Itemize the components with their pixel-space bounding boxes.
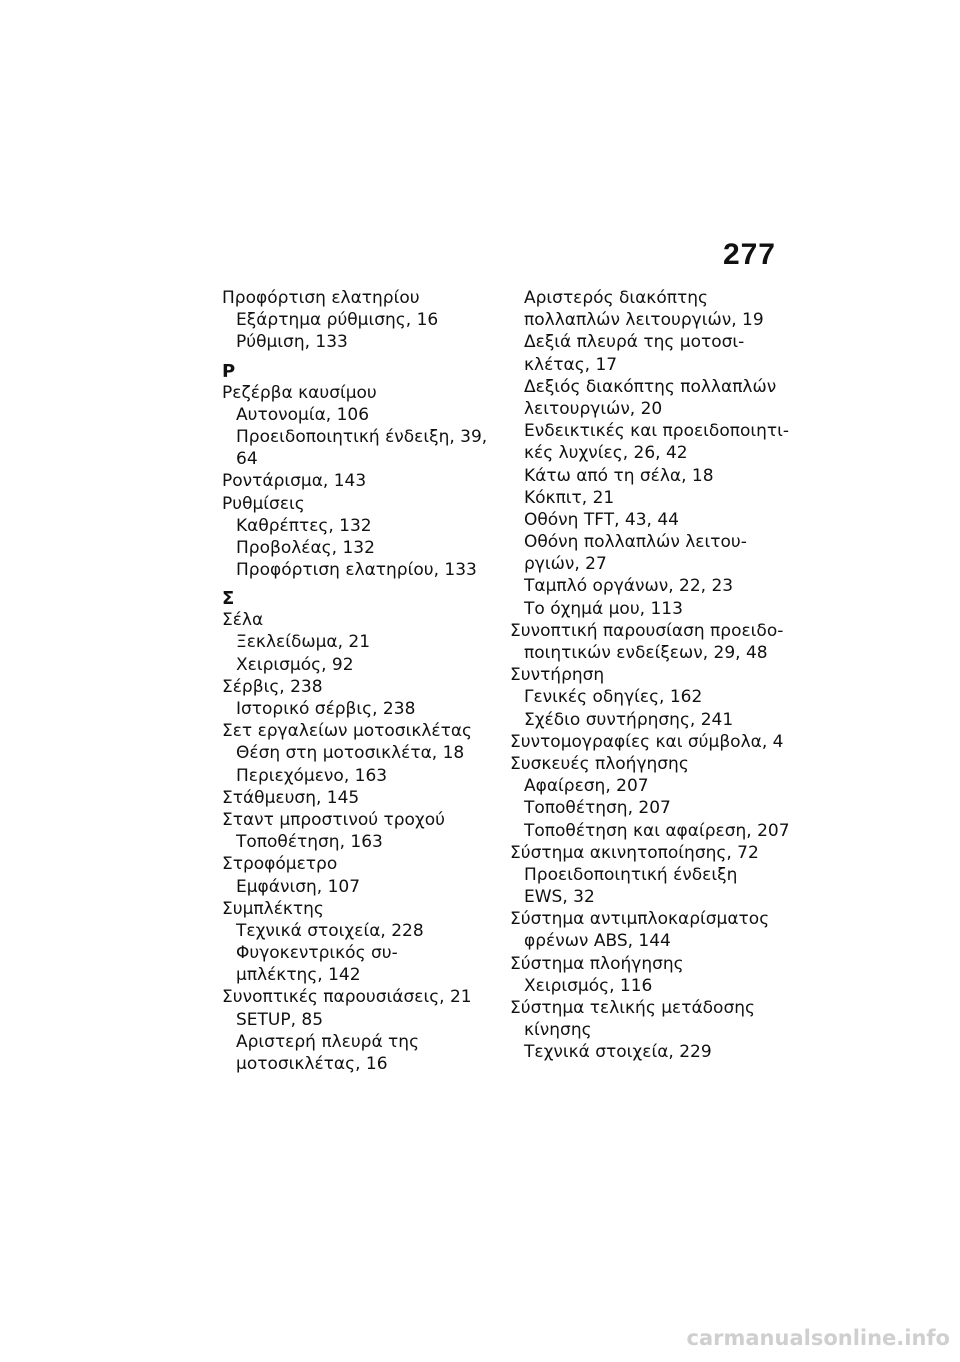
index-subentry: λειτουργιών, 20	[524, 398, 663, 419]
index-subentry: SETUP, 85	[236, 1009, 324, 1030]
index-subentry: Προφόρτιση ελατηρίου, 133	[236, 560, 477, 581]
index-entry: Συντήρηση	[510, 665, 605, 686]
index-subentry: Οθόνη πολλαπλών λειτου-	[524, 532, 747, 553]
index-subentry: Αριστερός διακόπτης	[524, 288, 708, 308]
index-subentry: Σχέδιο συντήρησης, 241	[524, 709, 734, 730]
index-subentry: Ξεκλείδωμα, 21	[236, 632, 371, 653]
index-subentry: ποιητικών ενδείξεων, 29, 48	[524, 643, 768, 663]
index-subentry: Περιεχόμενο, 163	[236, 765, 388, 786]
index-subentry: Τεχνικά στοιχεία, 228	[236, 920, 424, 941]
index-subentry: κίνησης	[524, 1020, 592, 1041]
index-entry: Στροφόμετρο	[222, 854, 338, 875]
index-subentry: Το όχημά μου, 113	[524, 598, 683, 619]
index-subentry: Τεχνικά στοιχεία, 229	[524, 1042, 712, 1063]
index-subentry: Φυγοκεντρικός συ-	[236, 943, 398, 964]
index-subentry: ργιών, 27	[524, 554, 607, 575]
index-subentry: Τοποθέτηση και αφαίρεση, 207	[524, 820, 790, 841]
index-subentry: Αριστερή πλευρά της	[236, 1031, 420, 1052]
index-column-left	[222, 287, 492, 1075]
index-subentry: Κάτω από τη σέλα, 18	[524, 465, 714, 486]
index-subentry: μοτοσικλέτας, 16	[236, 1054, 388, 1074]
index-entry: Ρεζέρβα καυσίμου	[222, 382, 377, 403]
index-subentry: Ενδεικτικές και προειδοποιητι-	[524, 421, 790, 442]
index-subentry: Δεξιά πλευρά της μοτοσι-	[524, 332, 745, 353]
index-entry: Σύστημα αντιμπλοκαρίσματος	[510, 909, 770, 930]
index-subentry: EWS, 32	[524, 887, 595, 908]
index-subentry: πολλαπλών λειτουργιών, 19	[524, 310, 764, 331]
index-subentry: Αφαίρεση, 207	[524, 776, 649, 797]
index-subentry: Προειδοποιητική ένδειξη, 39,	[236, 426, 488, 447]
index-subentry: Δεξιός διακόπτης πολλαπλών	[524, 376, 777, 397]
index-subentry: Προειδοποιητική ένδειξη	[524, 864, 738, 885]
index-subentry: Εμφάνιση, 107	[236, 876, 361, 897]
index-subentry: Εξάρτημα ρύθμισης, 16	[236, 310, 439, 331]
index-subentry: Καθρέπτες, 132	[236, 515, 372, 536]
index-subentry: μπλέκτης, 142	[236, 965, 361, 986]
index-entry: Σέρβις, 238	[222, 676, 323, 697]
page-number: 277	[722, 238, 776, 271]
index-subentry: φρένων ABS, 144	[524, 931, 671, 952]
index-entry: Σύστημα τελικής μετάδοσης	[510, 998, 755, 1018]
index-subentry: Γενικές οδηγίες, 162	[524, 687, 703, 708]
index-entry: Ροντάρισμα, 143	[222, 471, 367, 492]
index-subentry: κλέτας, 17	[524, 354, 618, 375]
index-entry: Στάθμευση, 145	[222, 787, 360, 808]
index-letter-heading: Ρ	[222, 360, 236, 382]
index-subentry: Ιστορικό σέρβις, 238	[236, 699, 416, 719]
index-entry: Ρυθμίσεις	[222, 493, 305, 514]
index-entry: Συσκευές πλοήγησης	[510, 753, 689, 774]
index-subentry: 64	[236, 449, 258, 470]
index-subentry: Οθόνη TFT, 43, 44	[524, 509, 679, 530]
index-subentry: Αυτονομία, 106	[236, 404, 370, 425]
index-entry: Σετ εργαλείων μοτοσικλέτας	[222, 721, 473, 742]
index-entry: Σταντ μπροστινού τροχού	[222, 809, 445, 830]
watermark: carmanualsonline.info	[686, 1326, 950, 1350]
index-subentry: Τοποθέτηση, 207	[524, 798, 671, 819]
index-subentry: Τοποθέτηση, 163	[236, 832, 383, 853]
index-entry: Σύστημα ακινητοποίησης, 72	[510, 842, 759, 863]
index-subentry: Ρύθμιση, 133	[236, 332, 348, 353]
index-subentry: Χειρισμός, 116	[524, 975, 653, 996]
index-entry: Συνοπτική παρουσίαση προειδο-	[510, 620, 784, 641]
index-subentry: Χειρισμός, 92	[236, 654, 354, 675]
index-entry: Σέλα	[222, 610, 264, 631]
index-letter-heading: Σ	[222, 588, 235, 610]
index-subentry: Ταμπλό οργάνων, 22, 23	[524, 576, 734, 597]
index-entry: Συντομογραφίες και σύμβολα, 4	[510, 731, 784, 752]
index-subentry: Θέση στη μοτοσικλέτα, 18	[236, 743, 465, 764]
index-entry: Σύστημα πλοήγησης	[510, 953, 684, 974]
index-subentry: Προβολέας, 132	[236, 537, 375, 558]
index-subentry: Κόκπιτ, 21	[524, 487, 615, 508]
index-entry: Συμπλέκτης	[222, 898, 324, 919]
index-column-right	[510, 287, 790, 1064]
index-subentry: κές λυχνίες, 26, 42	[524, 443, 688, 464]
index-entry: Προφόρτιση ελατηρίου	[222, 288, 420, 308]
index-entry: Συνοπτικές παρουσιάσεις, 21	[222, 987, 472, 1008]
